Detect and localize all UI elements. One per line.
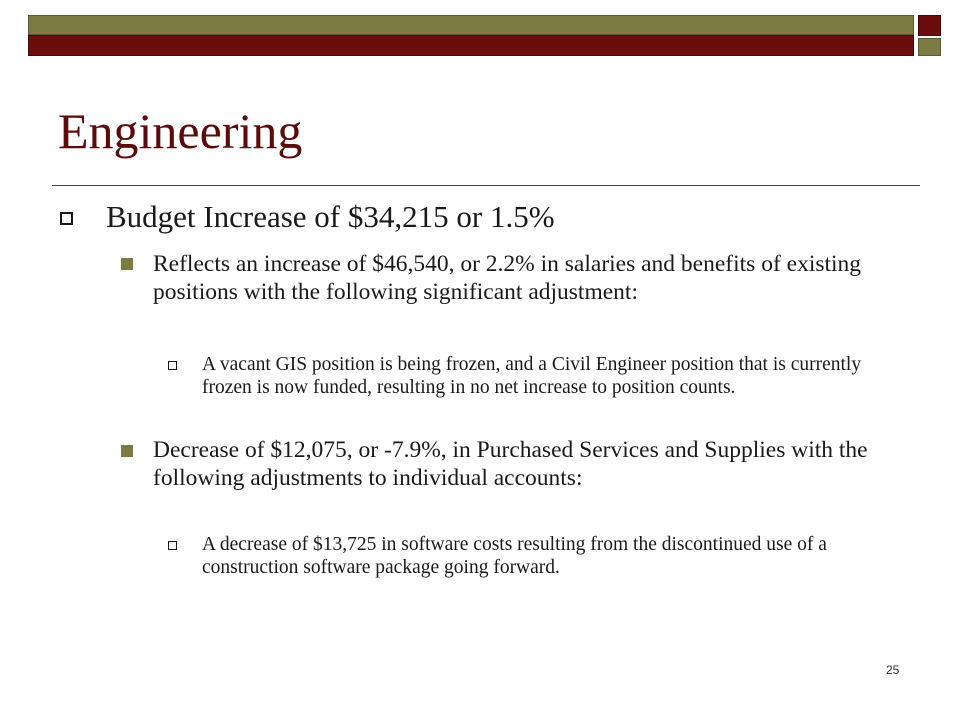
bullet-salaries: Reflects an increase of $46,540, or 2.2% in salaries and benefits of existing positions with the following significant adjustment:	[153, 251, 862, 305]
header-bar-olive	[28, 15, 914, 35]
square-bullet-icon	[121, 445, 133, 457]
bullet-gis-position: A vacant GIS position is being frozen, and a Civil Engineer position that is currently frozen is now funded, resulting in no net increase to position counts.	[202, 354, 862, 398]
square-bullet-icon	[121, 258, 133, 270]
hollow-square-bullet-icon	[168, 361, 177, 370]
hollow-square-bullet-icon	[60, 212, 73, 225]
slide-title: Engineering	[58, 103, 303, 159]
corner-block-olive	[918, 38, 941, 56]
title-divider	[52, 185, 920, 186]
bullet-budget-increase: Budget Increase of $34,215 or 1.5%	[106, 199, 555, 234]
page-number: 25	[886, 663, 900, 677]
bullet-software-costs: A decrease of $13,725 in software costs resulting from the discontinued use of a construction software package going forward.	[202, 534, 827, 578]
header-bar-maroon	[28, 35, 914, 56]
hollow-square-bullet-icon	[168, 541, 177, 550]
bullet-purchased-services: Decrease of $12,075, or -7.9%, in Purchased Services and Supplies with the following adjustments to individual accounts:	[153, 437, 868, 491]
corner-block-maroon	[918, 15, 941, 36]
